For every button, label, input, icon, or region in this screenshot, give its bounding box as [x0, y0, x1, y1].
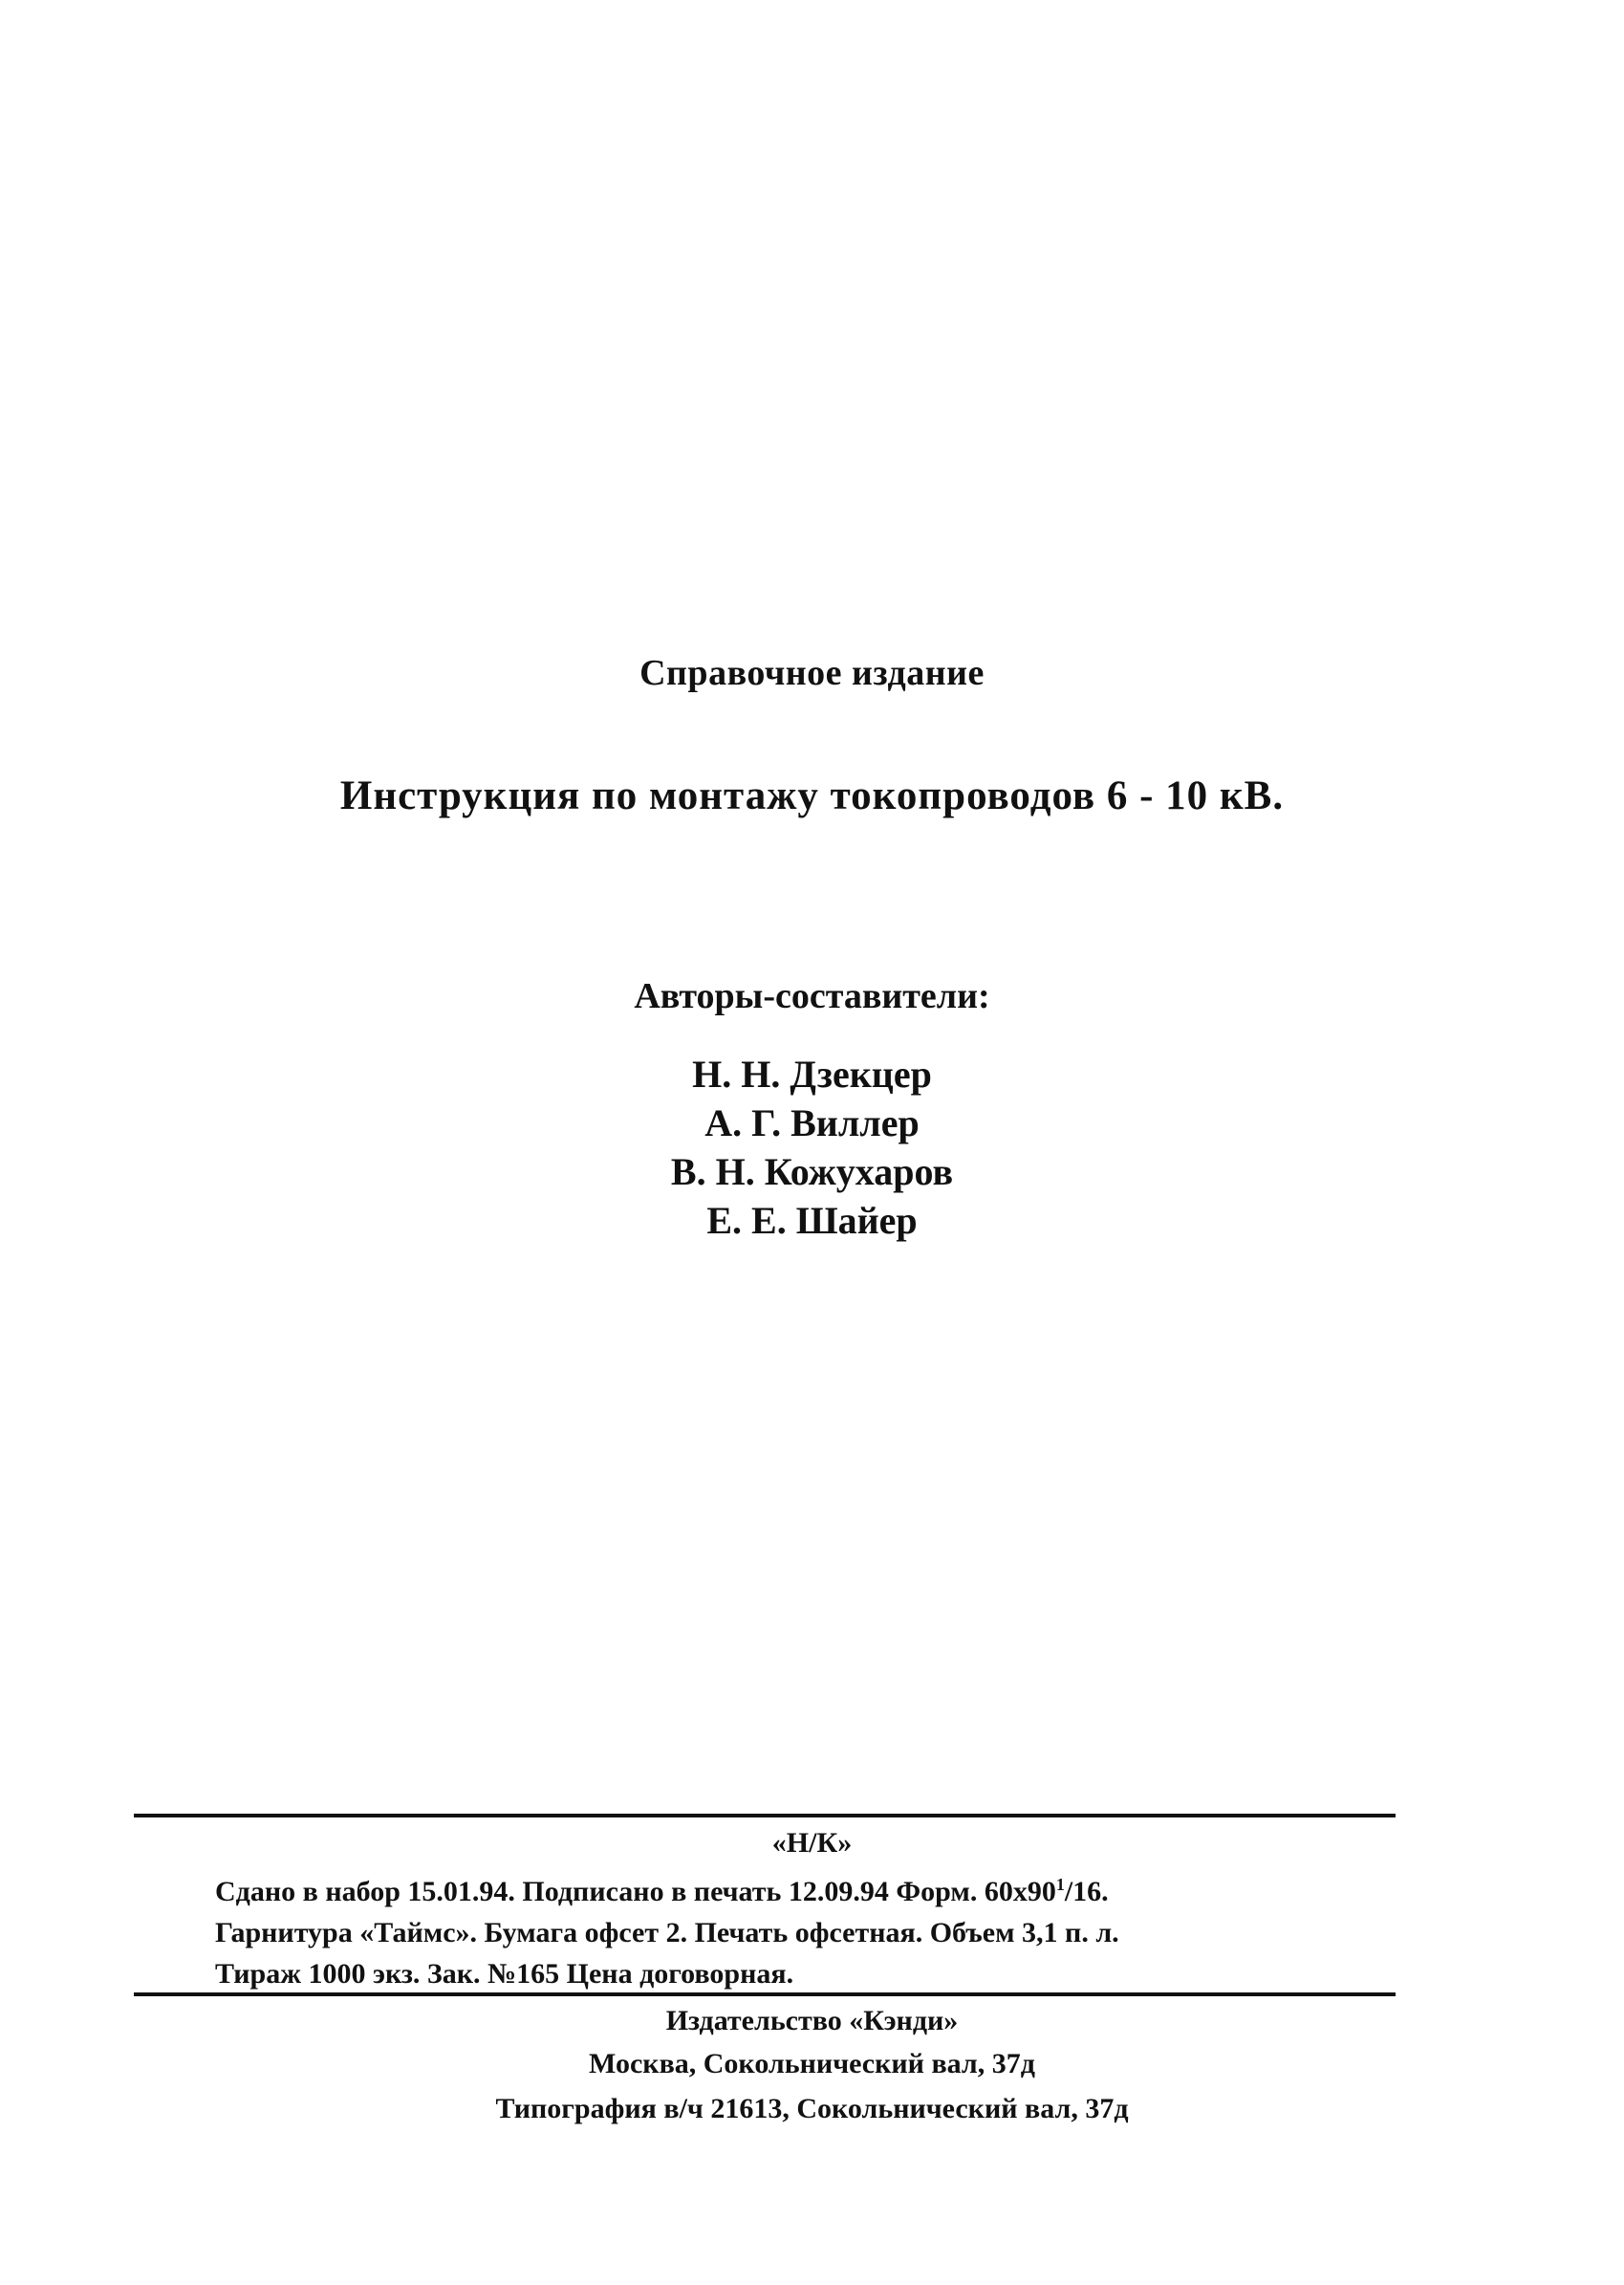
- imprint-middle-rule: [134, 1992, 1396, 1996]
- document-title: Инструкция по монтажу токопроводов 6 - 10 кВ.: [339, 773, 1285, 818]
- imprint-format-fraction: /16.: [1064, 1876, 1109, 1907]
- imprint-line-circulation: Тираж 1000 экз. Зак. №165 Цена договорная.: [215, 1958, 794, 1990]
- imprint-details: [215, 1864, 1119, 1994]
- imprint-format-superscript: 1: [1055, 1875, 1065, 1894]
- publisher-name: Издательство «Кэнди»: [665, 2005, 959, 2036]
- imprint-series-mark: «Н/К»: [771, 1827, 853, 1859]
- printing-house: Типография в/ч 21613, Сокольнический вал, 37д: [495, 2093, 1129, 2124]
- author-name: В. Н. Кожухаров: [670, 1150, 954, 1193]
- author-name: А. Г. Виллер: [704, 1101, 920, 1144]
- imprint-line-print-dates: [215, 1864, 1119, 1912]
- imprint-top-rule: [134, 1814, 1396, 1817]
- publisher-block: [0, 1999, 1624, 2085]
- publisher-address: Москва, Сокольнический вал, 37д: [589, 2048, 1035, 2079]
- imprint-dates-text: Сдано в набор 15.01.94. Подписано в печать 12.09.94 Форм. 60x90: [215, 1876, 1056, 1907]
- authors-list: [0, 1050, 1624, 1245]
- authors-label: Авторы-составители:: [634, 976, 990, 1016]
- publication-genre: Справочное издание: [639, 653, 985, 693]
- imprint-line-typeface-paper: Гарнитура «Таймс». Бумага офсет 2. Печать офсетная. Объем 3,1 п. л.: [215, 1917, 1119, 1948]
- author-name: Е. Е. Шайер: [706, 1199, 918, 1242]
- author-name: Н. Н. Дзекцер: [692, 1053, 932, 1096]
